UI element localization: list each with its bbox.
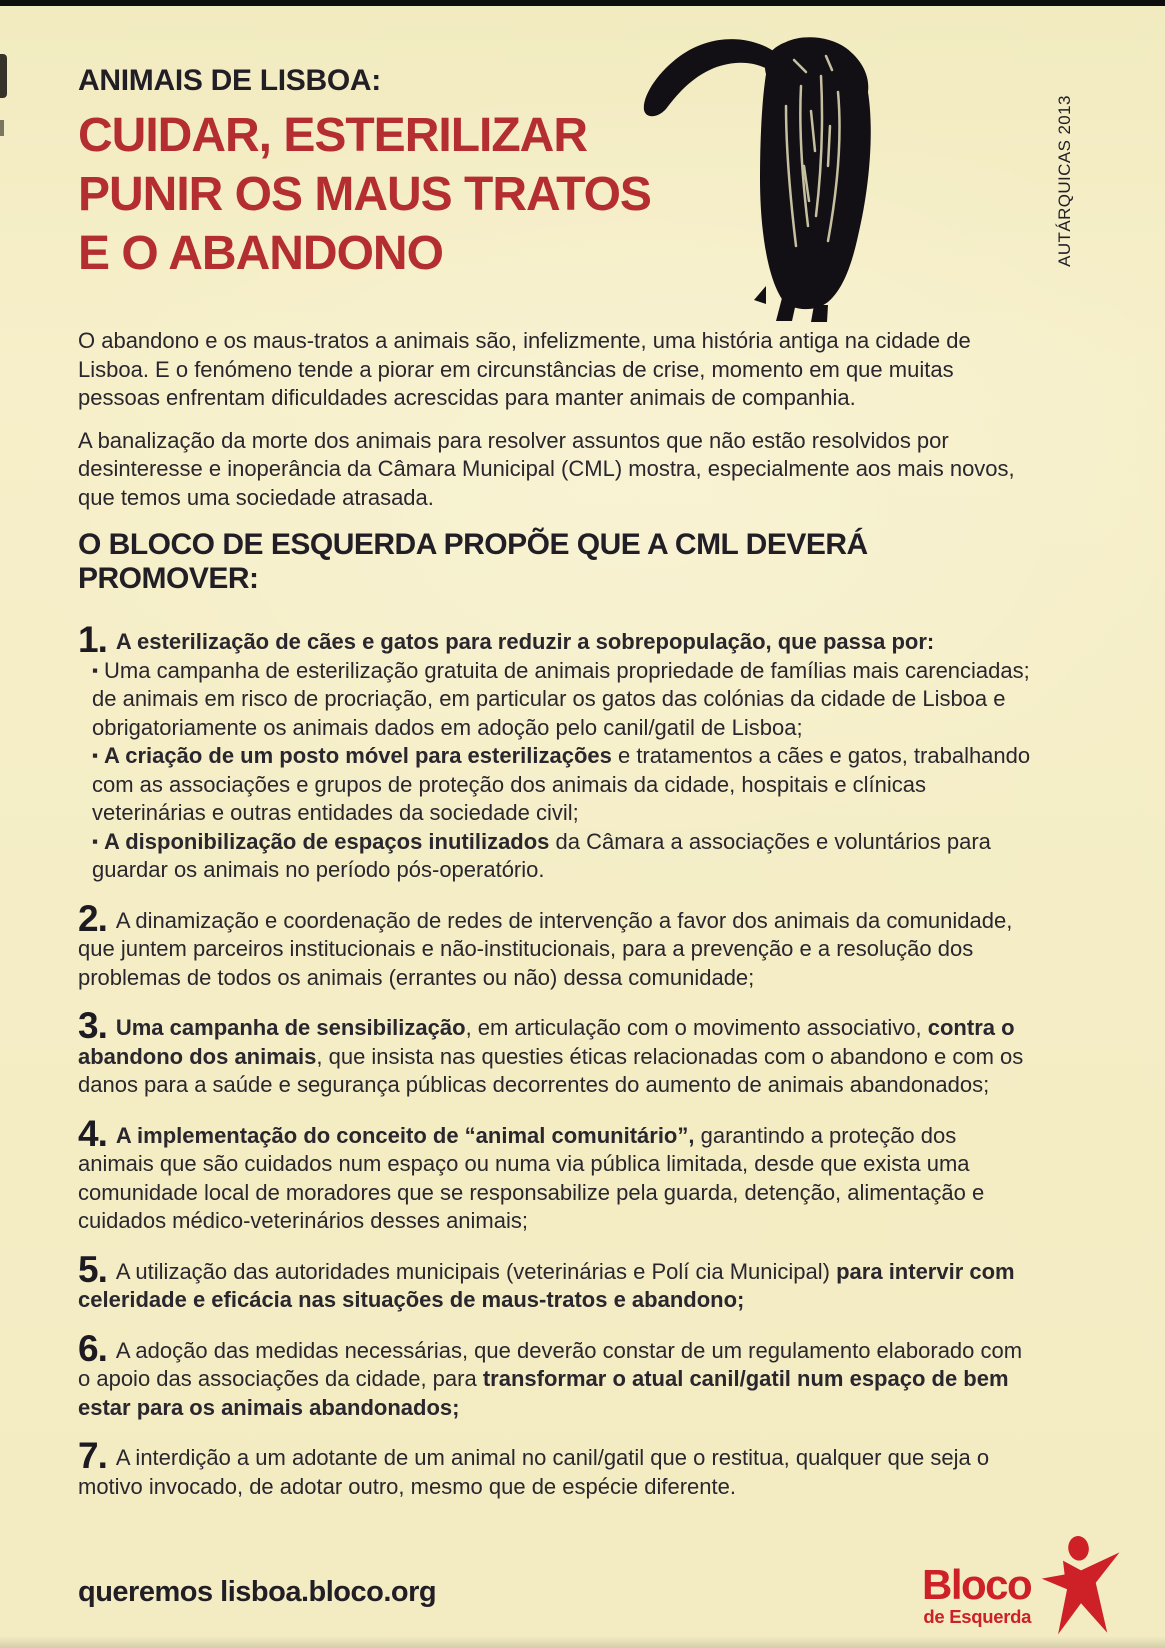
bullet-icon: ▪ [92, 660, 99, 680]
logo-text [922, 1561, 1032, 1627]
scan-smudge [0, 120, 4, 136]
proposal-number: 4. [78, 1112, 107, 1154]
bullet-text: A disponibilização de espaços inutilizados da Câmara a associações e voluntários para guardar os animais no período pós-operatório. [92, 828, 991, 882]
star-figure-icon [1035, 1536, 1127, 1636]
proposal-item [78, 1005, 1036, 1100]
title-line: PUNIR OS MAUS TRATOS [78, 168, 651, 221]
proposal-text: A interdição a um adotante de um animal no canil/gatil que o restitua, qualquer que seja o motivo invocado, de adotar outro, mesmo que de espécie diferente. [78, 1445, 990, 1499]
kicker-title: ANIMAIS DE LISBOA: [78, 64, 381, 97]
proposal-item [78, 1435, 1036, 1501]
proposals-heading: O BLOCO DE ESQUERDA PROPÕE QUE A CML DEVERÁ PROMOVER: [78, 528, 868, 595]
scan-edge-top [0, 0, 1165, 6]
bullet-text: Uma campanha de esterilização gratuita de animais propriedade de famílias mais carenciadas; de animais em risco de procriação, em particular os gatos das colónias da cidade de Lisboa e obrigatoriamente os animais dados em adoção pelo canil/gatil de Lisboa; [92, 657, 1030, 740]
intro-paragraph-2: A banalização da morte dos animais para resolver assuntos que não estão resolvidos por desinteresse e inoperância da Câmara Municipal (CML) mostra, especialmente aos mais novos, que temos uma sociedade atrasada. [78, 427, 1015, 510]
intro-paragraph-1: O abandono e os maus-tratos a animais são, infelizmente, uma história antiga na cidade de Lisboa. E o fenómeno tende a piorar em circunstâncias de crise, momento em que muitas pessoas enfrentam dificuldades acrescidas para manter animais de companhia. [78, 328, 971, 410]
proposal-text: A dinamização e coordenação de redes de intervenção a favor dos animais da comunidade, que juntem parceiros institucionais e não-institucionais, para a prevenção e a resolução dos problemas de todos os animais (errantes ou não) dessa comunidade; [78, 907, 1013, 990]
bloco-de-esquerda-logo [922, 1536, 1127, 1636]
proposal-bullets [78, 657, 1036, 885]
proposal-text: A esterilização de cães e gatos para reduzir a sobrepopulação, que passa por: [115, 629, 935, 654]
title-line: CUIDAR, ESTERILIZAR [78, 109, 587, 162]
bullet-icon: ▪ [92, 746, 99, 765]
flyer-content [78, 64, 1036, 1523]
proposal-text: A adoção das medidas necessárias, que deverão constar de um regulamento elaborado com o apoio das associações da cidade, para transformar o atual canil/gatil num espaço de bem estar para os animais abandonados; [78, 1337, 1023, 1420]
proposal-item [78, 1248, 1036, 1315]
proposal-item [78, 1327, 1036, 1423]
proposal-number: 2. [78, 897, 107, 939]
proposal-number: 1. [78, 619, 107, 660]
bullet-icon: ▪ [92, 831, 99, 851]
proposal-item [78, 619, 1036, 885]
proposal-bullet [92, 828, 1036, 885]
proposal-number: 5. [78, 1248, 107, 1290]
proposal-item [78, 897, 1036, 993]
title-line: E O ABANDONO [78, 227, 443, 280]
proposal-number: 7. [78, 1435, 107, 1476]
proposal-list [78, 619, 1036, 1501]
logo-name: Bloco [922, 1561, 1032, 1608]
intro-section [78, 327, 1036, 512]
campaign-url: queremos lisboa.bloco.org [78, 1576, 437, 1608]
proposal-text: A utilização das autoridades municipais (veterinárias e Polí cia Municipal) para intervir com celeridade e eficácia nas situações de maus-tratos e abandono; [78, 1258, 1015, 1312]
scan-smudge [0, 54, 7, 98]
logo-subtitle: de Esquerda [923, 1606, 1032, 1627]
proposal-bullet [92, 657, 1036, 743]
proposal-text: Uma campanha de sensibilização, em articulação com o movimento associativo, contra o abandono dos animais, que insista nas questies éticas relacionadas com o abandono e com os danos para a saúde e segurança públicas decorrentes do aumento de animais abandonados; [78, 1015, 1024, 1097]
proposal-number: 3. [78, 1005, 107, 1046]
proposal-number: 6. [78, 1327, 107, 1369]
scan-edge-bottom [0, 1636, 1165, 1648]
proposal-item [78, 1112, 1036, 1236]
proposal-bullet [92, 742, 1036, 828]
campaign-year-label: AUTÁRQUICAS 2013 [1055, 95, 1074, 267]
main-title [78, 106, 1036, 283]
bullet-text: A criação de um posto móvel para esterilizações e tratamentos a cães e gatos, trabalhando com as associações e grupos de proteção dos animais da cidade, hospitais e clínicas veterinárias e outras entidades da sociedade civil; [92, 743, 1031, 825]
proposal-text: A implementação do conceito de “animal comunitário”, garantindo a proteção dos animais que são cuidados num espaço ou numa via pública limitada, desde que exista uma comunidade local de moradores que se responsabilize pela guarda, detenção, alimentação e cuidados médico-veterinários desses animais; [78, 1122, 985, 1233]
